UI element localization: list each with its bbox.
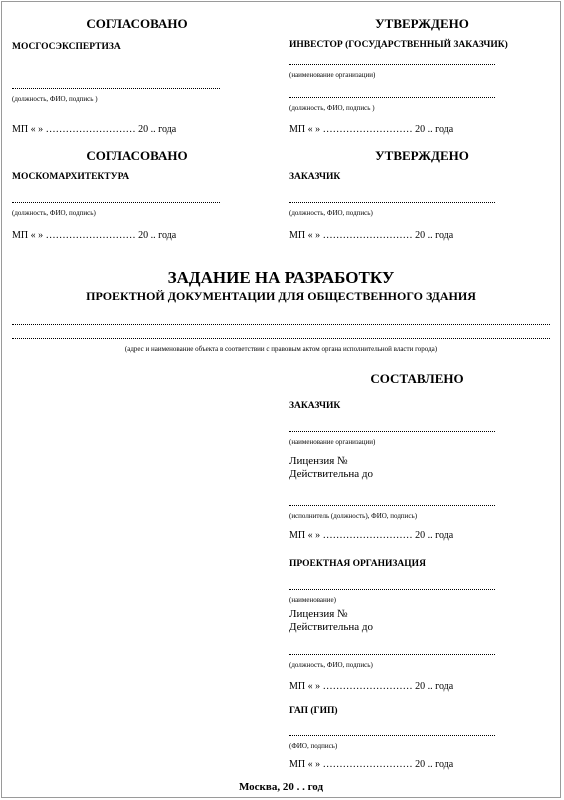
composed-gap-stamp: МП « » ……………………… 20 .. года [289,759,454,770]
right-caption-1: (должность, ФИО, подпись ) [289,104,375,112]
right-approval-header-1: УТВЕРЖДЕНО [375,16,469,31]
right-org-2: ЗАКАЗЧИК [289,172,341,182]
composed-customer-license: Лицензия № [289,455,348,467]
signature-line [12,202,220,203]
left-approval-header-2: СОГЛАСОВАНО [86,148,188,163]
composed-customer-stamp: МП « » ……………………… 20 .. года [289,530,454,541]
composed-customer-caption-exec: (исполнитель (должность), ФИО, подпись) [289,512,418,520]
org-name-line [289,589,495,590]
left-approval-header-1: СОГЛАСОВАНО [86,16,188,31]
composed-design-valid: Действительна до [289,621,373,633]
org-name-line [289,431,495,432]
right-stamp-1: МП « » ……………………… 20 .. года [289,124,454,135]
signature-line [289,654,495,655]
composed-design-stamp: МП « » ……………………… 20 .. года [289,681,454,692]
right-org-1: ИНВЕСТОР (ГОСУДАРСТВЕННЫЙ ЗАКАЗЧИК) [289,40,508,50]
composed-gap-caption: (ФИО, подпись) [289,742,338,750]
address-line-2 [12,338,550,339]
composed-customer-caption-org: (наименование организации) [289,438,376,446]
composed-gap-org: ГАП (ГИП) [289,706,338,716]
composed-header: СОСТАВЛЕНО [370,371,464,386]
signature-line [289,505,495,506]
right-stamp-2: МП « » ……………………… 20 .. года [289,230,454,241]
address-line-1 [12,324,550,325]
org-name-line [289,64,495,65]
document-title: ЗАДАНИЕ НА РАЗРАБОТКУ [167,268,395,287]
document-page [1,1,561,798]
right-approval-header-2: УТВЕРЖДЕНО [375,148,469,163]
left-org-1: МОСГОСЭКСПЕРТИЗА [12,42,121,52]
left-org-2: МОСКОМАРХИТЕКТУРА [12,172,130,182]
right-caption-2: (должность, ФИО, подпись) [289,209,373,217]
left-stamp-1: МП « » ……………………… 20 .. года [12,124,177,135]
composed-customer-valid: Действительна до [289,468,373,480]
signature-line [289,97,495,98]
address-caption: (адрес и наименование объекта в соответствии с правовым актом органа исполнительной власти города) [124,345,438,353]
composed-customer-org: ЗАКАЗЧИК [289,401,341,411]
document-subtitle: ПРОЕКТНОЙ ДОКУМЕНТАЦИИ ДЛЯ ОБЩЕСТВЕННОГО ЗДАНИЯ [86,289,476,303]
composed-design-caption: (должность, ФИО, подпись) [289,661,373,669]
left-caption-2: (должность, ФИО, подпись) [12,209,96,217]
signature-line [289,735,495,736]
signature-line [289,202,495,203]
document-footer: Москва, 20 . . год [238,781,324,793]
right-caption-org-1: (наименование организации) [289,71,376,79]
signature-line [12,88,220,89]
left-stamp-2: МП « » ……………………… 20 .. года [12,230,177,241]
composed-design-org: ПРОЕКТНАЯ ОРГАНИЗАЦИЯ [289,559,426,569]
composed-design-license: Лицензия № [289,608,348,620]
left-caption-1: (должность, ФИО, подпись ) [12,95,98,103]
composed-design-caption-name: (наименование) [289,596,336,604]
